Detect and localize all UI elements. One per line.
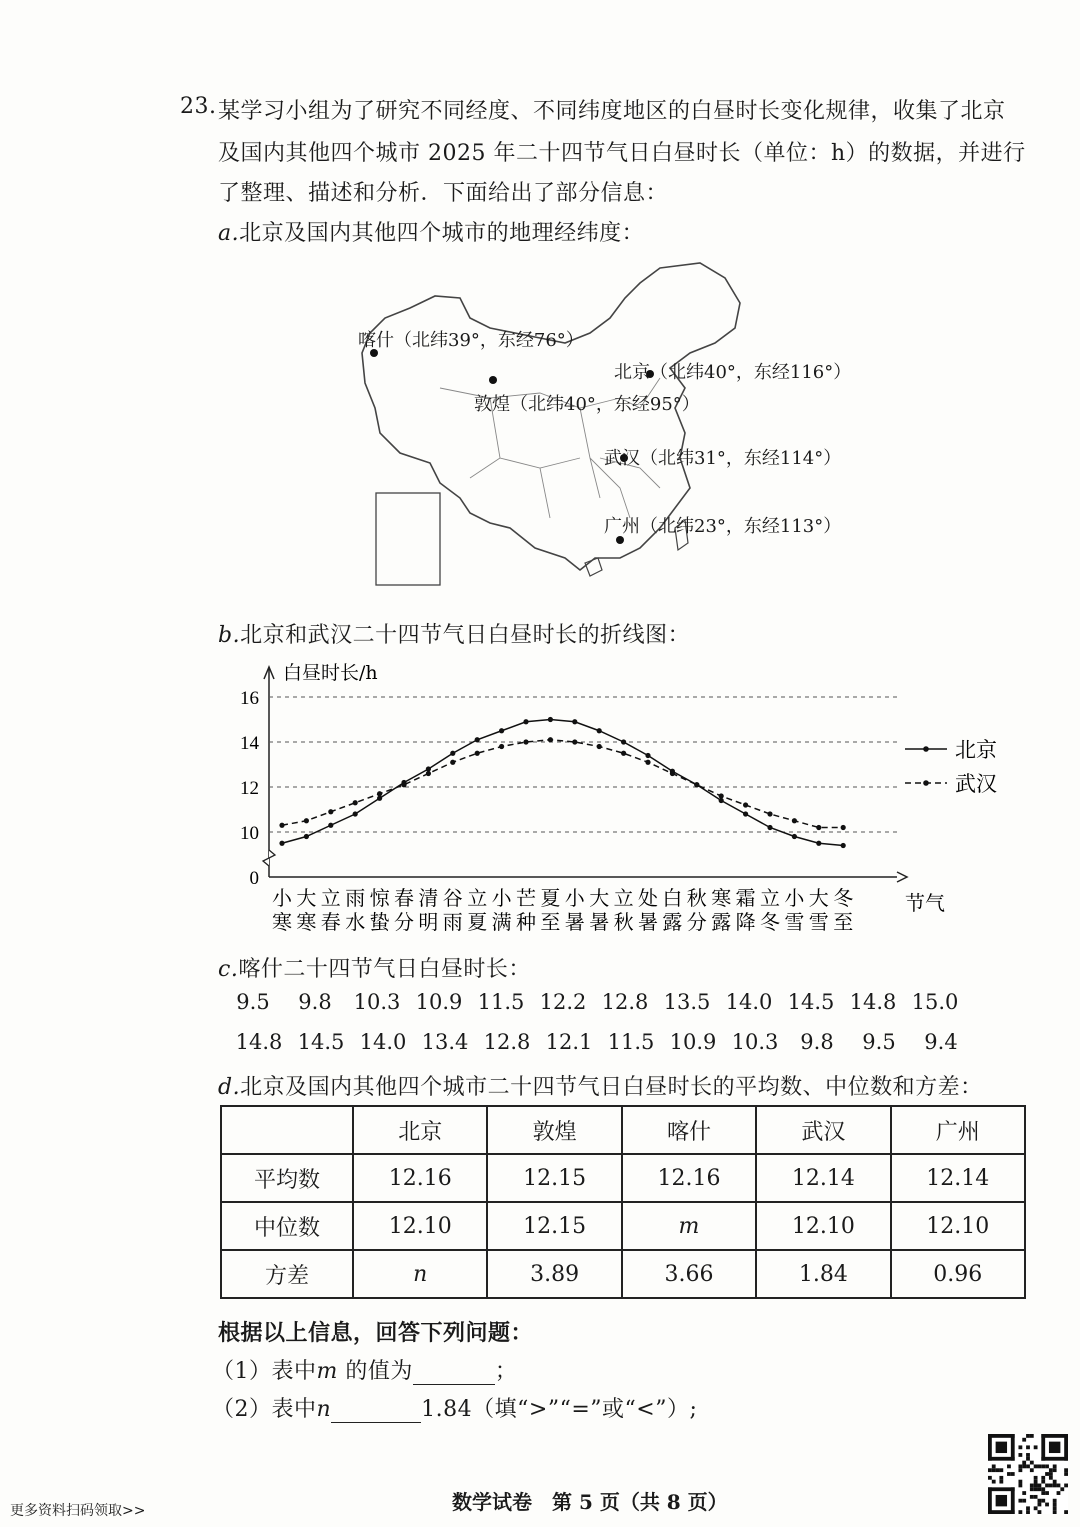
data-point [279,823,284,828]
qr-module [1007,1472,1011,1476]
x-tick-label: 暑 [564,910,585,934]
qr-module [1022,1499,1026,1503]
qr-finder [1011,1434,1015,1461]
table-row-label: 方差 [221,1250,353,1298]
qr-module [1034,1445,1038,1449]
qr-module [1030,1468,1034,1472]
table-row-label: 中位数 [221,1202,353,1250]
data-point [426,766,431,771]
qr-finder [988,1487,992,1514]
qr-module [1038,1510,1042,1514]
qr-module [988,1468,992,1472]
qr-module [1049,1484,1053,1488]
kashi-value: 14.5 [787,990,835,1014]
south-china-sea-inset [376,493,440,585]
kashi-value: 10.9 [415,990,463,1014]
qr-module [1053,1480,1057,1484]
x-tick-label: 霜 [735,886,756,910]
answer-blank-1[interactable] [413,1359,495,1385]
qr-module [1018,1453,1022,1457]
qr-module [1057,1491,1061,1495]
legend-marker [923,780,929,786]
intro-line-2: 及国内其他四个城市 2025 年二十四节气日白昼时长（单位：h）的数据，并进行 [218,141,1026,166]
table-cell: 12.10 [891,1202,1025,1250]
data-point [523,719,528,724]
data-point [279,841,284,846]
qr-module [1034,1484,1038,1488]
data-point [475,737,480,742]
table-cell: 12.15 [487,1202,621,1250]
table-header-row [221,1106,1025,1154]
table-header-cell: 喀什 [622,1106,756,1154]
data-point [304,818,309,823]
table-cell: 0.96 [891,1250,1025,1298]
x-tick-label: 暑 [638,910,658,934]
questions-lead: 根据以上信息，回答下列问题： [218,1320,534,1346]
kashi-value: 10.3 [731,1030,779,1054]
x-tick-label: 清 [418,886,439,910]
data-point [792,834,797,839]
china-map [340,258,860,598]
qr-module [1045,1503,1049,1507]
kashi-value: 11.5 [607,1030,655,1054]
qr-module [1041,1499,1045,1503]
y-tick-label: 0 [249,868,259,889]
x-tick-label: 大 [296,886,317,910]
table-row-label: 平均数 [221,1154,353,1202]
table-cell: m [622,1202,756,1250]
legend-label: 武汉 [955,772,997,796]
qr-module [1038,1487,1042,1491]
kashi-value: 9.5 [236,990,270,1014]
qr-module [1053,1510,1057,1514]
data-point [645,753,650,758]
y-tick-label: 16 [240,688,259,709]
qr-module [1064,1484,1068,1488]
section-d-heading: d.北京及国内其他四个城市二十四节气日白昼时长的平均数、中位数和方差： [218,1075,983,1100]
qr-module [1053,1499,1057,1503]
page-footer: 数学试卷 第 5 页（共 8 页） [452,1490,728,1514]
x-tick-label: 水 [345,910,366,934]
data-point [841,843,846,848]
x-tick-label: 寒 [272,910,292,934]
qr-module [1022,1491,1026,1495]
qr-code [988,1434,1068,1514]
table-cell [221,1106,353,1154]
x-tick-label: 夏 [467,910,488,934]
series-line-wuhan [282,740,843,828]
x-tick-label: 寒 [711,886,732,910]
x-tick-label: 降 [735,910,756,934]
data-point [694,782,699,787]
data-point [353,811,358,816]
qr-finder [988,1434,1015,1438]
map-label-dunhuang: 敦煌（北纬40°，东经95°） [474,394,700,415]
qr-module [1030,1495,1034,1499]
kashi-value: 9.5 [862,1030,896,1054]
qr-module [1022,1464,1026,1468]
map-label-beijing: 北京（北纬40°，东经116°） [614,362,852,383]
data-point [645,760,650,765]
x-tick-label: 小 [272,886,292,910]
data-point [353,800,358,805]
qr-finder [988,1457,1015,1461]
qr-module [1026,1445,1030,1449]
x-tick-label: 夏 [540,886,561,910]
qr-module [1018,1510,1022,1514]
qr-module [1030,1487,1034,1491]
y-tick-label: 14 [240,733,259,754]
qr-finder [988,1487,1015,1491]
data-point [304,834,309,839]
kashi-value: 12.1 [545,1030,593,1054]
x-tick-label: 雨 [442,910,463,934]
kashi-value: 13.5 [663,990,711,1014]
qr-module [1030,1484,1034,1488]
qr-module [1041,1464,1045,1468]
qr-finder [1041,1434,1045,1461]
qr-module [1041,1476,1045,1480]
x-tick-label: 露 [662,910,683,934]
x-tick-label: 冬 [760,910,780,934]
x-tick-label: 冬 [833,886,854,910]
qr-module [999,1468,1003,1472]
section-b-heading: b.北京和武汉二十四节气日白昼时长的折线图： [218,623,691,648]
x-tick-label: 寒 [296,910,317,934]
qr-module [1045,1484,1049,1488]
data-point [572,739,577,744]
qr-module [1034,1506,1038,1510]
intro-line-3: 了整理、描述和分析．下面给出了部分信息： [218,181,669,206]
table-cell: 3.89 [487,1250,621,1298]
qr-module [1053,1468,1057,1472]
x-tick-label: 明 [418,910,439,934]
dunhuang-dot [489,376,497,384]
data-point [499,728,504,733]
qr-module [999,1476,1003,1480]
data-point [597,728,602,733]
kashi-value: 12.8 [483,1030,531,1054]
table-cell: 12.15 [487,1154,621,1202]
qr-module [1053,1506,1057,1510]
kashi-value: 14.0 [725,990,773,1014]
qr-finder [1011,1487,1015,1514]
kashi-value: 13.4 [421,1030,469,1054]
y-axis-break [263,850,275,866]
qr-finder [1041,1434,1068,1438]
data-point [743,802,748,807]
data-point [523,739,528,744]
qr-module [1018,1468,1022,1472]
qr-module [1064,1472,1068,1476]
data-point [572,719,577,724]
data-point [767,811,772,816]
table-row [221,1250,1025,1298]
qr-module [1045,1491,1049,1495]
kashi-value: 14.8 [849,990,897,1014]
data-point [743,811,748,816]
qr-module [1064,1468,1068,1472]
qr-module [1034,1495,1038,1499]
table-cell: 12.16 [353,1154,487,1202]
y-axis-label: 白昼时长/h [283,662,378,684]
qr-module [1018,1445,1022,1449]
qr-module [1041,1491,1045,1495]
qr-finder [1049,1442,1060,1453]
data-point [719,798,724,803]
x-tick-label: 立 [613,886,634,910]
qr-module [1038,1499,1042,1503]
x-tick-label: 春 [320,910,341,934]
x-tick-label: 露 [711,910,732,934]
x-tick-label: 分 [686,910,707,934]
x-tick-label: 小 [491,886,512,910]
qr-module [1049,1468,1053,1472]
kashi-value: 15.0 [911,990,959,1014]
qr-module [1022,1438,1026,1442]
legend-label: 北京 [955,738,997,762]
table-cell: 12.16 [622,1154,756,1202]
table-header-cell: 广州 [891,1106,1025,1154]
data-point [719,793,724,798]
qr-module [1041,1480,1045,1484]
qr-module [1018,1499,1022,1503]
qr-module [1057,1484,1061,1488]
qr-finder [996,1495,1007,1506]
table-cell: 12.14 [756,1154,890,1202]
legend-marker [923,746,929,752]
qr-module [992,1468,996,1472]
x-tick-label: 小 [564,886,585,910]
x-tick-label: 满 [491,910,512,934]
x-tick-label: 秋 [686,886,707,910]
data-point [450,760,455,765]
qr-finder [996,1442,1007,1453]
qr-module [1045,1464,1049,1468]
kashi-value: 12.2 [539,990,587,1014]
qr-module [1053,1464,1057,1468]
data-point [548,737,553,742]
stats-table [220,1105,1026,1299]
kashi-value: 10.3 [353,990,401,1014]
qr-module [1053,1503,1057,1507]
data-point [328,809,333,814]
table-cell: 12.14 [891,1154,1025,1202]
data-point [841,825,846,830]
kashi-data-row-1 [222,990,966,1014]
qr-module [1018,1480,1022,1484]
table-cell: 12.10 [756,1202,890,1250]
intro-line-1: 某学习小组为了研究不同经度、不同纬度地区的白昼时长变化规律，收集了北京 [218,99,1006,124]
data-point [548,717,553,722]
x-tick-label: 立 [320,886,341,910]
table-cell: n [353,1250,487,1298]
table-header-cell: 北京 [353,1106,487,1154]
qr-module [1026,1510,1030,1514]
qr-module [1026,1457,1030,1461]
x-tick-label: 暑 [589,910,610,934]
qr-module [1038,1503,1042,1507]
qr-module [1064,1510,1068,1514]
kashi-data-row-2 [228,1030,972,1054]
section-a-heading: a.北京及国内其他四个城市的地理经纬度： [218,221,645,246]
x-tick-label: 小 [784,886,805,910]
qr-module [988,1476,992,1480]
qr-module [1038,1464,1042,1468]
qr-module [1026,1506,1030,1510]
data-point [767,825,772,830]
qr-finder [1041,1457,1068,1461]
y-tick-label: 12 [240,778,259,799]
x-tick-label: 雨 [345,886,366,910]
x-tick-label: 处 [638,886,658,910]
x-axis-arrow [897,872,907,882]
qr-module [999,1480,1003,1484]
qr-module [1045,1472,1049,1476]
qr-module [1049,1472,1053,1476]
question-1: （1）表中m 的值为 ； [212,1359,518,1384]
x-tick-label: 大 [589,886,610,910]
x-tick-label: 大 [808,886,829,910]
x-tick-label: 种 [516,910,536,934]
qr-module [1022,1461,1026,1465]
kashi-value: 9.8 [298,990,332,1014]
kashi-value: 10.9 [669,1030,717,1054]
kashi-value: 14.0 [359,1030,407,1054]
kashi-value: 9.4 [924,1030,958,1054]
data-point [792,818,797,823]
kashi-value: 14.8 [235,1030,283,1054]
table-cell: 12.10 [353,1202,487,1250]
x-tick-label: 雪 [808,910,829,934]
x-tick-label: 雪 [784,910,805,934]
answer-blank-2[interactable] [331,1397,421,1423]
table-header-cell: 武汉 [756,1106,890,1154]
x-tick-label: 谷 [442,886,463,910]
qr-module [1007,1464,1011,1468]
x-tick-label: 白 [662,886,683,910]
data-point [670,771,675,776]
data-point [816,825,821,830]
data-point [377,791,382,796]
qr-module [1034,1487,1038,1491]
kashi-value: 12.8 [601,990,649,1014]
kashi-value: 9.8 [800,1030,834,1054]
qr-module [996,1468,1000,1472]
data-point [597,744,602,749]
qr-module [1011,1472,1015,1476]
x-tick-label: 至 [833,910,854,934]
kashi-value: 14.5 [297,1030,345,1054]
qr-module [1034,1476,1038,1480]
question-2: （2）表中n 1.84（填“>”“=”或“<”）; [212,1397,698,1422]
table-cell: 3.66 [622,1250,756,1298]
x-tick-label: 惊 [369,886,390,910]
y-tick-label: 10 [240,823,259,844]
qr-module [1026,1453,1030,1457]
qr-module [1034,1464,1038,1468]
data-point [426,771,431,776]
qr-finder [1064,1434,1068,1461]
qr-module [1030,1461,1034,1465]
qr-module [1041,1487,1045,1491]
map-label-guangzhou: 广州（北纬23°，东经113°） [604,516,842,537]
x-tick-label: 秋 [613,910,634,934]
table-header-cell: 敦煌 [487,1106,621,1154]
qr-module [1038,1484,1042,1488]
data-point [816,841,821,846]
map-label-wuhan: 武汉（北纬31°，东经114°） [604,448,842,469]
more-materials-link[interactable]: 更多资料扫码领取>> [10,1503,146,1519]
x-tick-label: 春 [394,886,414,910]
data-point [377,796,382,801]
qr-finder [988,1510,1015,1514]
series-line-beijing [282,720,843,846]
qr-module [1030,1434,1034,1438]
table-row [221,1154,1025,1202]
qr-module [1026,1434,1030,1438]
qr-module [992,1480,996,1484]
qr-module [992,1464,996,1468]
qr-module [1018,1464,1022,1468]
x-tick-label: 蛰 [369,910,390,934]
data-point [621,751,626,756]
table-cell: 1.84 [756,1250,890,1298]
qr-module [1053,1484,1057,1488]
qr-module [1026,1464,1030,1468]
x-tick-label: 立 [760,886,780,910]
data-point [499,744,504,749]
x-tick-label: 立 [467,886,488,910]
x-axis-label: 节气 [905,891,945,915]
daylight-line-chart [225,655,1015,945]
qr-module [1018,1484,1022,1488]
data-point [401,782,406,787]
x-tick-label: 芒 [516,886,536,910]
section-c-heading: c.喀什二十四节气日白昼时长： [218,957,531,982]
qr-finder [988,1434,992,1461]
x-tick-label: 至 [540,910,561,934]
map-label-kashi: 喀什（北纬39°，东经76°） [358,330,584,351]
qr-module [1060,1487,1064,1491]
data-point [621,739,626,744]
qr-module [1049,1476,1053,1480]
data-point [328,823,333,828]
table-row [221,1202,1025,1250]
data-point [475,751,480,756]
qr-module [1034,1480,1038,1484]
question-number: 23. [180,94,217,119]
data-point [450,751,455,756]
kashi-value: 11.5 [477,990,525,1014]
x-tick-label: 分 [394,910,414,934]
